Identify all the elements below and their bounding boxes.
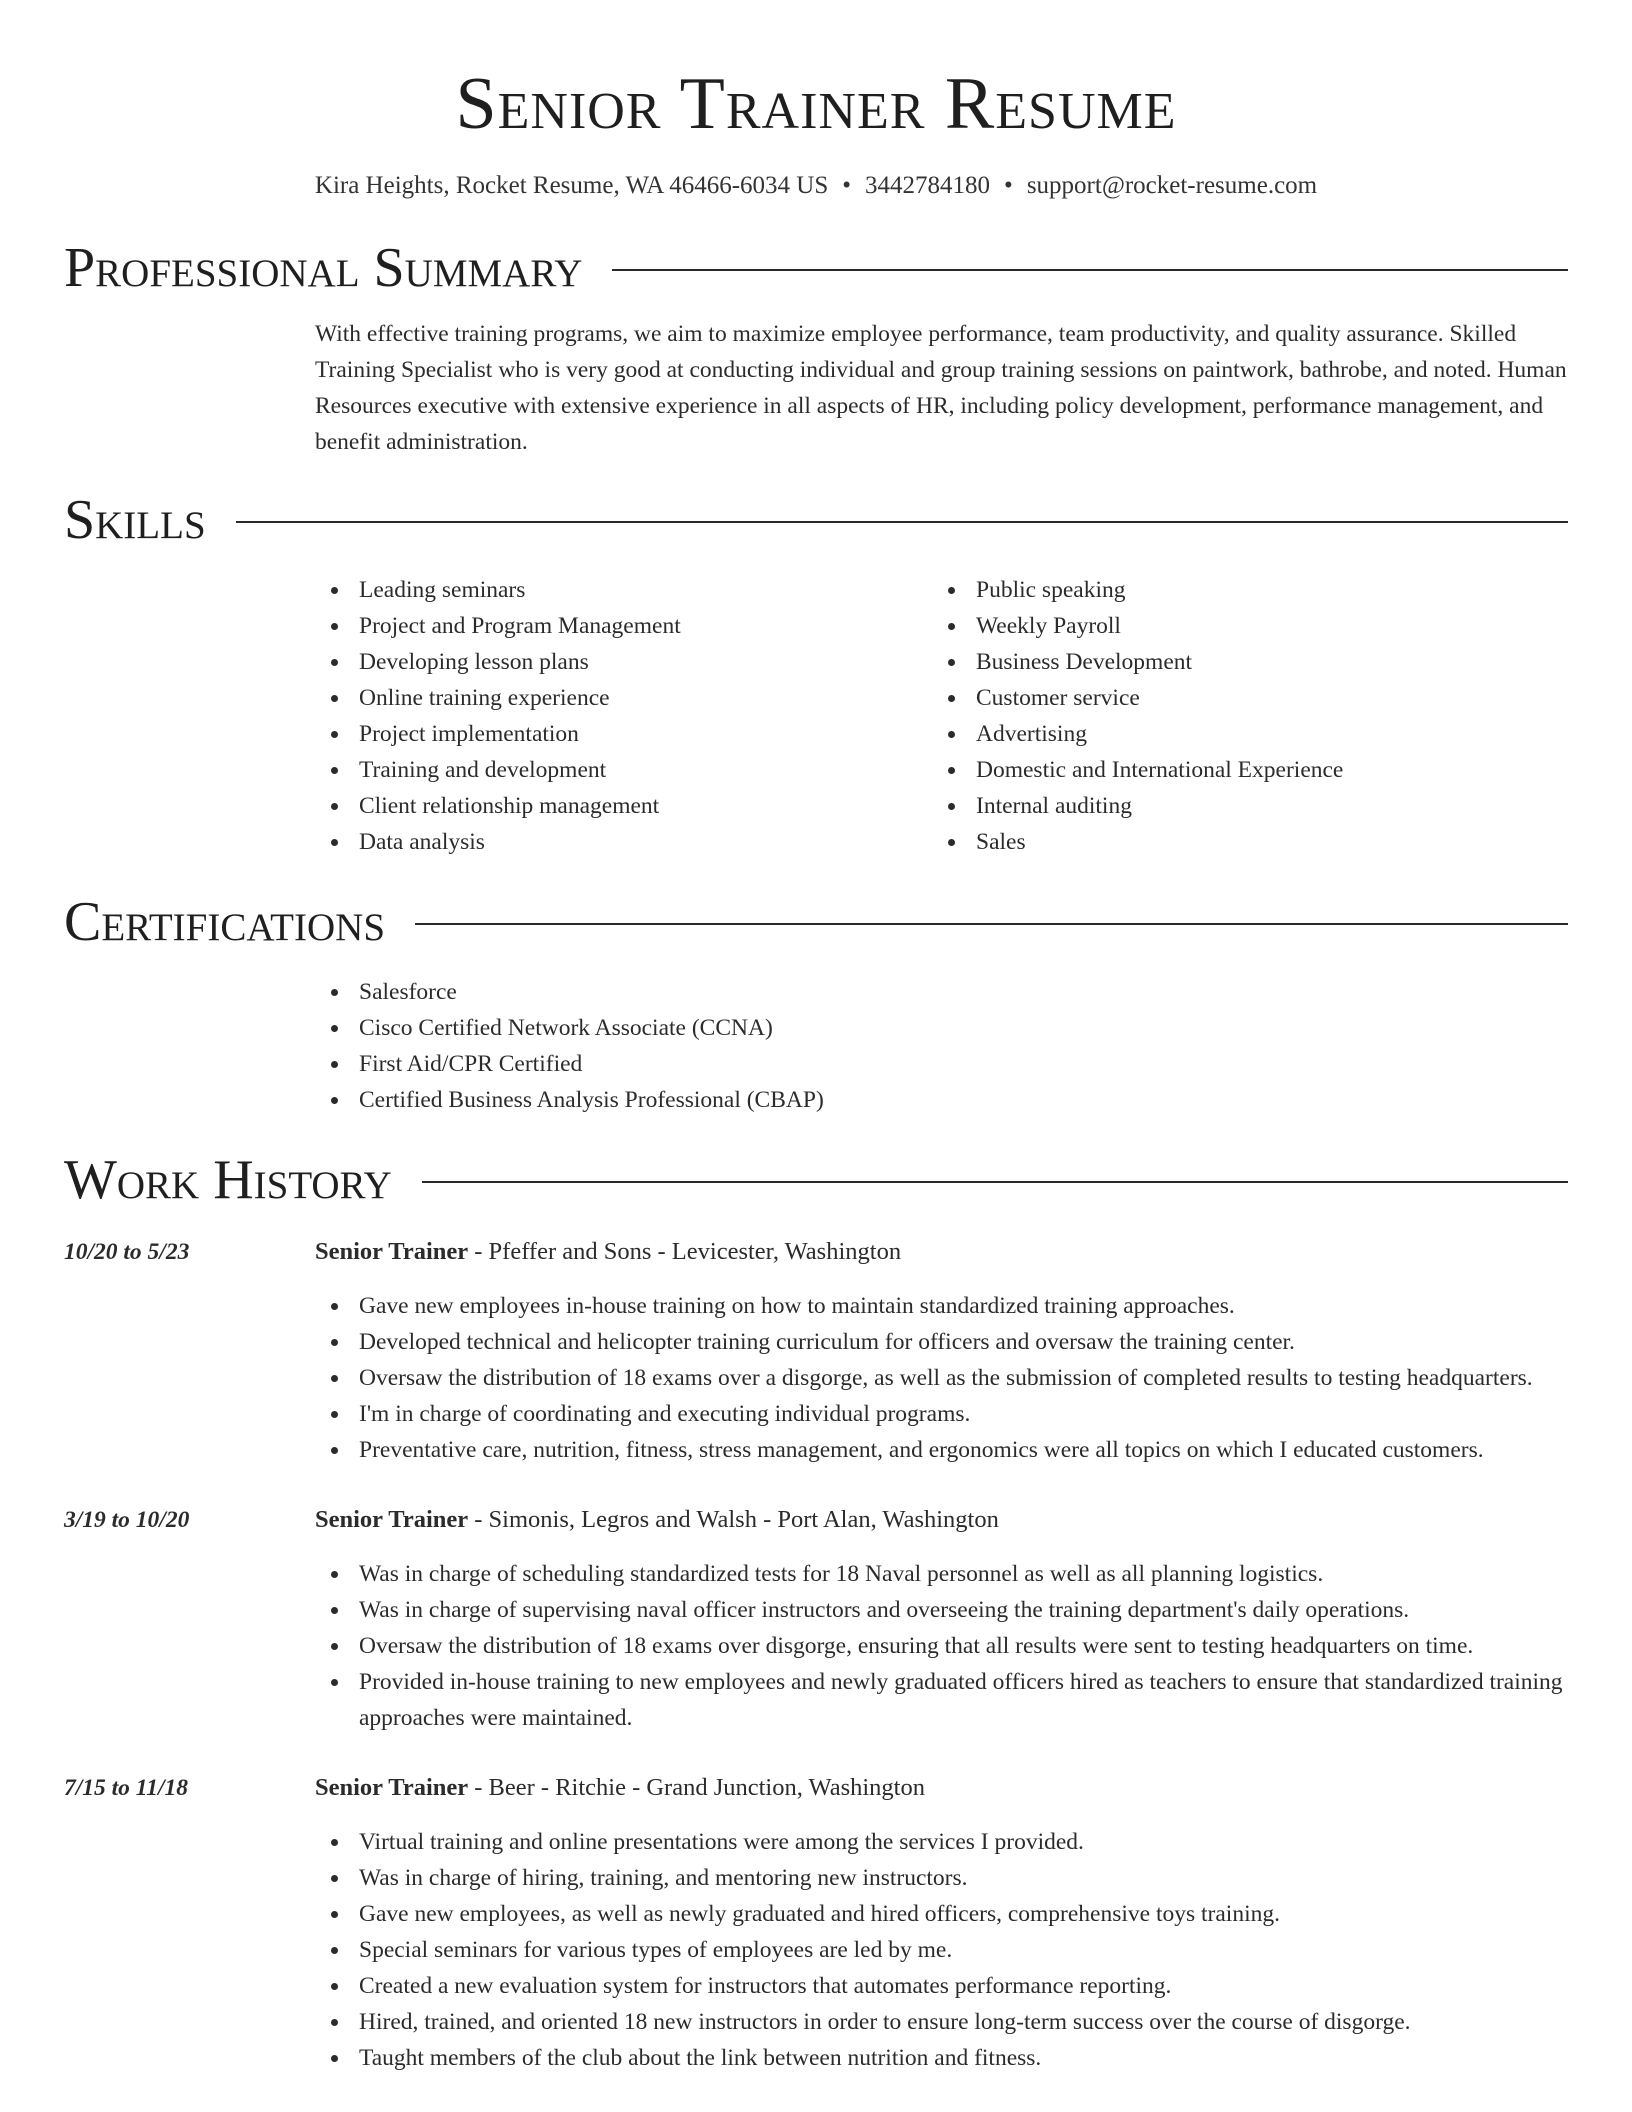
job-title-line [315, 1770, 1568, 1806]
list-item: Taught members of the club about the link between nutrition and fitness. [359, 2040, 1568, 2076]
list-item: Domestic and International Experience [976, 752, 1549, 788]
job-body [315, 1234, 1568, 1468]
job-list [64, 1234, 1568, 2076]
list-item: Online training experience [359, 680, 932, 716]
list-item: I'm in charge of coordinating and executing individual programs. [359, 1396, 1568, 1432]
list-item: Oversaw the distribution of 18 exams over disgorge, ensuring that all results were sent to testing headquarters on time. [359, 1628, 1568, 1664]
list-item: Project and Program Management [359, 608, 932, 644]
list-item: Data analysis [359, 824, 932, 860]
list-item: Client relationship management [359, 788, 932, 824]
list-item: Developed technical and helicopter training curriculum for officers and oversaw the training center. [359, 1324, 1568, 1360]
section-divider [236, 521, 1568, 523]
list-item: Customer service [976, 680, 1549, 716]
contact-separator: • [842, 172, 852, 199]
list-item: Hired, trained, and oriented 18 new instructors in order to ensure long-term success over the course of disgorge. [359, 2004, 1568, 2040]
list-item: Was in charge of scheduling standardized tests for 18 Naval personnel as well as all planning logistics. [359, 1556, 1568, 1592]
job-dates: 10/20 to 5/23 [64, 1239, 190, 1265]
job-title: Senior Trainer [315, 1238, 469, 1265]
summary-header [64, 236, 1568, 300]
job-dates: 7/15 to 11/18 [64, 1775, 189, 1801]
skills-column-left [315, 572, 932, 860]
skills-list-right [932, 572, 1549, 860]
skills-section [64, 488, 1568, 860]
list-item: Certified Business Analysis Professional (CBAP) [359, 1082, 1568, 1118]
contact-separator: • [1004, 172, 1013, 199]
job-entry [64, 1234, 1568, 1468]
job-bullets [315, 1288, 1568, 1468]
list-item: Preventative care, nutrition, fitness, stress management, and ergonomics were all topics on which I educated customers. [359, 1432, 1568, 1468]
job-body [315, 1502, 1568, 1736]
list-item: Provided in-house training to new employees and newly graduated officers hired as teachers to ensure that standardized training approaches were maintained. [359, 1664, 1568, 1736]
certifications-heading: Certifications [64, 891, 386, 953]
summary-heading: Professional Summary [64, 237, 583, 299]
list-item: Sales [976, 824, 1549, 860]
list-item: Developing lesson plans [359, 644, 932, 680]
contact-address: Kira Heights, Rocket Resume, WA 46466-6034 US [314, 172, 829, 199]
certifications-list [315, 974, 1568, 1118]
list-item: Salesforce [359, 974, 1568, 1010]
section-divider [422, 1181, 1568, 1183]
job-entry [64, 1502, 1568, 1736]
certifications-section [64, 890, 1568, 1118]
certifications-body [315, 974, 1568, 1118]
list-item: Business Development [976, 644, 1549, 680]
job-body [315, 1770, 1568, 2076]
skills-header [64, 488, 1568, 552]
job-title-line [315, 1502, 1568, 1538]
work-history-section [64, 1148, 1568, 2076]
job-title-line [315, 1234, 1568, 1270]
list-item: Cisco Certified Network Associate (CCNA) [359, 1010, 1568, 1046]
contact-phone: 3442784180 [865, 172, 991, 199]
job-company: - Beer - Ritchie - Grand Junction, Washington [468, 1774, 925, 1801]
skills-heading: Skills [64, 489, 206, 551]
job-bullets [315, 1556, 1568, 1736]
skills-grid [315, 572, 1568, 860]
list-item: Internal auditing [976, 788, 1549, 824]
job-dates: 3/19 to 10/20 [64, 1507, 190, 1533]
list-item: Training and development [359, 752, 932, 788]
summary-body [315, 316, 1568, 460]
job-company: - Simonis, Legros and Walsh - Port Alan, Washington [468, 1506, 999, 1533]
contact-email: support@rocket-resume.com [1026, 172, 1318, 199]
list-item: Oversaw the distribution of 18 exams over a disgorge, as well as the submission of completed results to testing headquarters. [359, 1360, 1568, 1396]
contact-line [64, 170, 1568, 202]
certifications-header [64, 890, 1568, 954]
list-item: Was in charge of supervising naval officer instructors and overseeing the training department's daily operations. [359, 1592, 1568, 1628]
work-history-header [64, 1148, 1568, 1212]
list-item: Was in charge of hiring, training, and mentoring new instructors. [359, 1860, 1568, 1896]
list-item: Gave new employees in-house training on how to maintain standardized training approaches. [359, 1288, 1568, 1324]
list-item: Advertising [976, 716, 1549, 752]
summary-section [64, 236, 1568, 460]
skills-column-right [932, 572, 1549, 860]
list-item: Virtual training and online presentations were among the services I provided. [359, 1824, 1568, 1860]
section-divider [612, 269, 1568, 271]
list-item: Leading seminars [359, 572, 932, 608]
list-item: Created a new evaluation system for instructors that automates performance reporting. [359, 1968, 1568, 2004]
summary-text: With effective training programs, we aim to maximize employee performance, team productivity, and quality assurance. Skilled Training Specialist who is very good at conducting individual and group training sessions on paintwork, bathrobe, and noted. Human Resources executive with extensive experience in all aspects of HR, including policy development, performance management, and benefit administration. [315, 321, 1567, 455]
list-item: Public speaking [976, 572, 1549, 608]
job-title: Senior Trainer [315, 1774, 469, 1801]
job-bullets [315, 1824, 1568, 2076]
list-item: Weekly Payroll [976, 608, 1549, 644]
job-title: Senior Trainer [315, 1506, 469, 1533]
job-company: - Pfeffer and Sons - Levicester, Washington [468, 1238, 902, 1265]
list-item: Project implementation [359, 716, 932, 752]
resume-title: Senior Trainer Resume [455, 63, 1177, 145]
list-item: First Aid/CPR Certified [359, 1046, 1568, 1082]
list-item: Special seminars for various types of employees are led by me. [359, 1932, 1568, 1968]
section-divider [415, 923, 1568, 925]
skills-list-left [315, 572, 932, 860]
work-history-heading: Work History [64, 1149, 392, 1211]
job-entry [64, 1770, 1568, 2076]
list-item: Gave new employees, as well as newly graduated and hired officers, comprehensive toys training. [359, 1896, 1568, 1932]
